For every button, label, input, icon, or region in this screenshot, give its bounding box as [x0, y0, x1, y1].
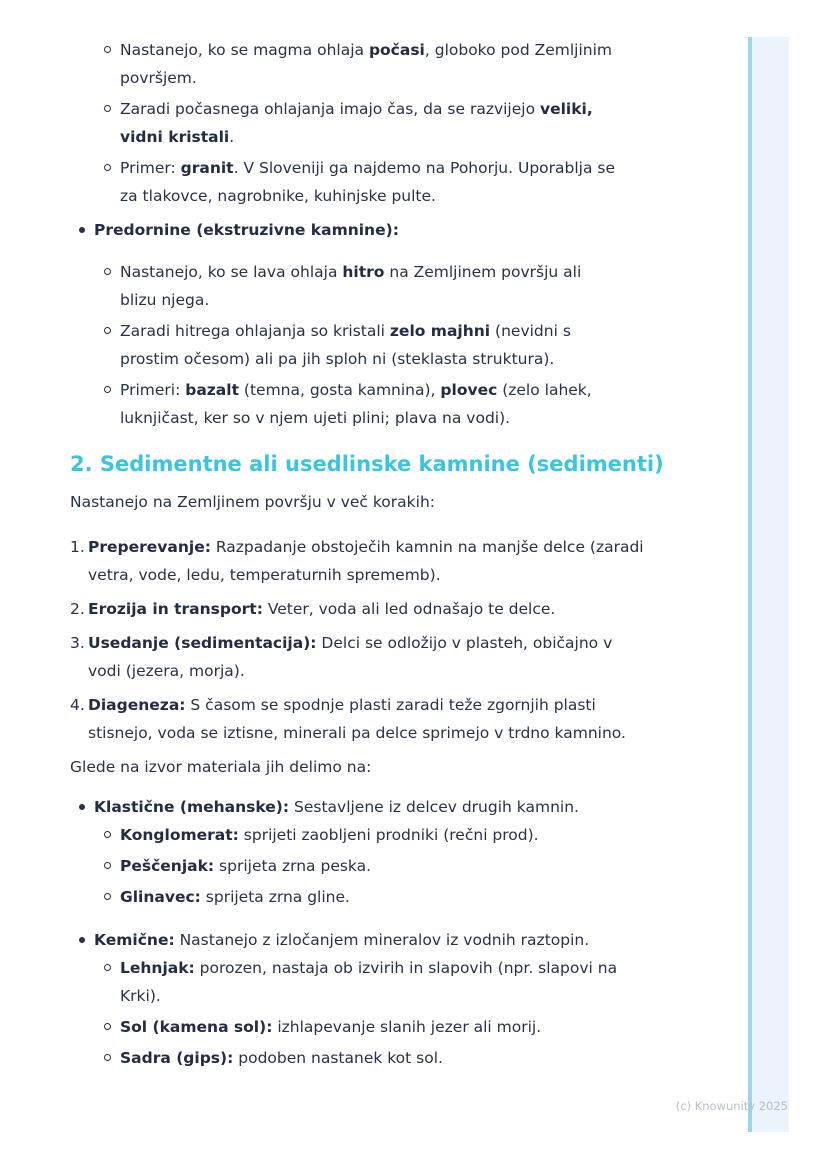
step-text: Diageneza: S časom se spodnje plasti zaradi teže zgornjih plasti stisnejo, voda se iztisne, minerali pa delce sprimejo v trdno kamnino. [88, 696, 626, 742]
circle-bullet-icon [104, 964, 111, 971]
circle-bullet-icon [104, 1023, 111, 1030]
list-item [70, 883, 620, 911]
list-item [70, 154, 620, 210]
list-item [70, 1044, 620, 1072]
list-item-text: Zaradi hitrega ohlajanja so kristali zelo majhni (nevidni s prostim očesom) ali pa jih sploh ni (steklasta struktura). [120, 322, 571, 368]
step-number: 3. [70, 634, 85, 652]
step-item [70, 629, 648, 685]
kemicne-group [70, 926, 690, 1072]
list-item-text: Sadra (gips): podoben nastanek kot sol. [120, 1049, 443, 1067]
list-item-text: Glinavec: sprijeta zrna gline. [120, 888, 350, 906]
circle-bullet-icon [104, 1054, 111, 1061]
list-item-text: Zaradi počasnega ohlajanja imajo čas, da se razvijejo veliki, vidni kristali. [120, 100, 593, 146]
kemicne-sub-list [70, 954, 620, 1072]
klasticne-heading-text: Klastične (mehanske): Sestavljene iz delcev drugih kamnin. [94, 798, 579, 816]
section-heading-sedimentne: 2. Sedimentne ali usedlinske kamnine (sedimenti) [70, 452, 664, 476]
list-item [70, 376, 620, 432]
predornine-sub-list [70, 258, 620, 432]
predornine-heading [70, 216, 660, 244]
circle-bullet-icon [104, 862, 111, 869]
paragraph-koraki: Nastanejo na Zemljinem površju v več korakih: [70, 493, 435, 511]
copyright-footer: (c) Knowunity 2025 [675, 1099, 788, 1113]
step-item [70, 595, 648, 623]
circle-bullet-icon [104, 105, 111, 112]
circle-bullet-icon [104, 268, 111, 275]
circle-bullet-icon [104, 893, 111, 900]
klasticne-sub-list [70, 821, 620, 911]
klasticne-group [70, 793, 690, 911]
bullet-icon [79, 227, 85, 233]
bullet-icon [79, 937, 85, 943]
circle-bullet-icon [104, 164, 111, 171]
list-item-text: Peščenjak: sprijeta zrna peska. [120, 857, 372, 875]
list-item-text: Nastanejo, ko se magma ohlaja počasi, globoko pod Zemljinim površjem. [120, 41, 613, 87]
list-item [70, 95, 620, 151]
steps-ordered-list [70, 533, 648, 747]
document-content [70, 36, 690, 1087]
kemicne-heading-text: Kemične: Nastanejo z izločanjem mineralov iz vodnih raztopin. [94, 931, 590, 949]
step-text: Usedanje (sedimentacija): Delci se odložijo v plasteh, običajno v vodi (jezera, morja). [88, 634, 613, 680]
circle-bullet-icon [104, 386, 111, 393]
list-item-text: Primeri: bazalt (temna, gosta kamnina), plovec (zelo lahek, luknjičast, ker so v njem ujeti plini; plava na vodi). [120, 381, 592, 427]
page-edge-highlight-bar [748, 37, 789, 1132]
step-text: Erozija in transport: Veter, voda ali led odnašajo te delce. [88, 600, 556, 618]
list-item [70, 317, 620, 373]
list-item-text: Sol (kamena sol): izhlapevanje slanih jezer ali morij. [120, 1018, 542, 1036]
step-text: Preperevanje: Razpadanje obstoječih kamnin na manjše delce (zaradi vetra, vode, ledu, temperaturnih sprememb). [88, 538, 644, 584]
list-item [70, 821, 620, 849]
step-number: 1. [70, 538, 85, 556]
list-item [70, 954, 620, 1010]
step-number: 2. [70, 600, 85, 618]
circle-bullet-icon [104, 46, 111, 53]
list-item [70, 36, 620, 92]
circle-bullet-icon [104, 327, 111, 334]
globocnine-sub-list [70, 36, 620, 210]
step-item [70, 691, 648, 747]
list-item-text: Lehnjak: porozen, nastaja ob izvirih in slapovih (npr. slapovi na Krki). [120, 959, 618, 1005]
paragraph-izvor: Glede na izvor materiala jih delimo na: [70, 758, 372, 776]
kemicne-heading [70, 926, 660, 954]
list-item [70, 258, 620, 314]
circle-bullet-icon [104, 831, 111, 838]
predornine-heading-text: Predornine (ekstruzivne kamnine): [94, 221, 399, 239]
list-item-text: Nastanejo, ko se lava ohlaja hitro na Zemljinem površju ali blizu njega. [120, 263, 582, 309]
list-item-text: Konglomerat: sprijeti zaobljeni prodniki (rečni prod). [120, 826, 539, 844]
step-number: 4. [70, 696, 85, 714]
list-item [70, 852, 620, 880]
list-item-text: Primer: granit. V Sloveniji ga najdemo na Pohorju. Uporablja se za tlakovce, nagrobnike, kuhinjske pulte. [120, 159, 615, 205]
klasticne-heading [70, 793, 660, 821]
list-item [70, 1013, 620, 1041]
step-item [70, 533, 648, 589]
bullet-icon [79, 804, 85, 810]
